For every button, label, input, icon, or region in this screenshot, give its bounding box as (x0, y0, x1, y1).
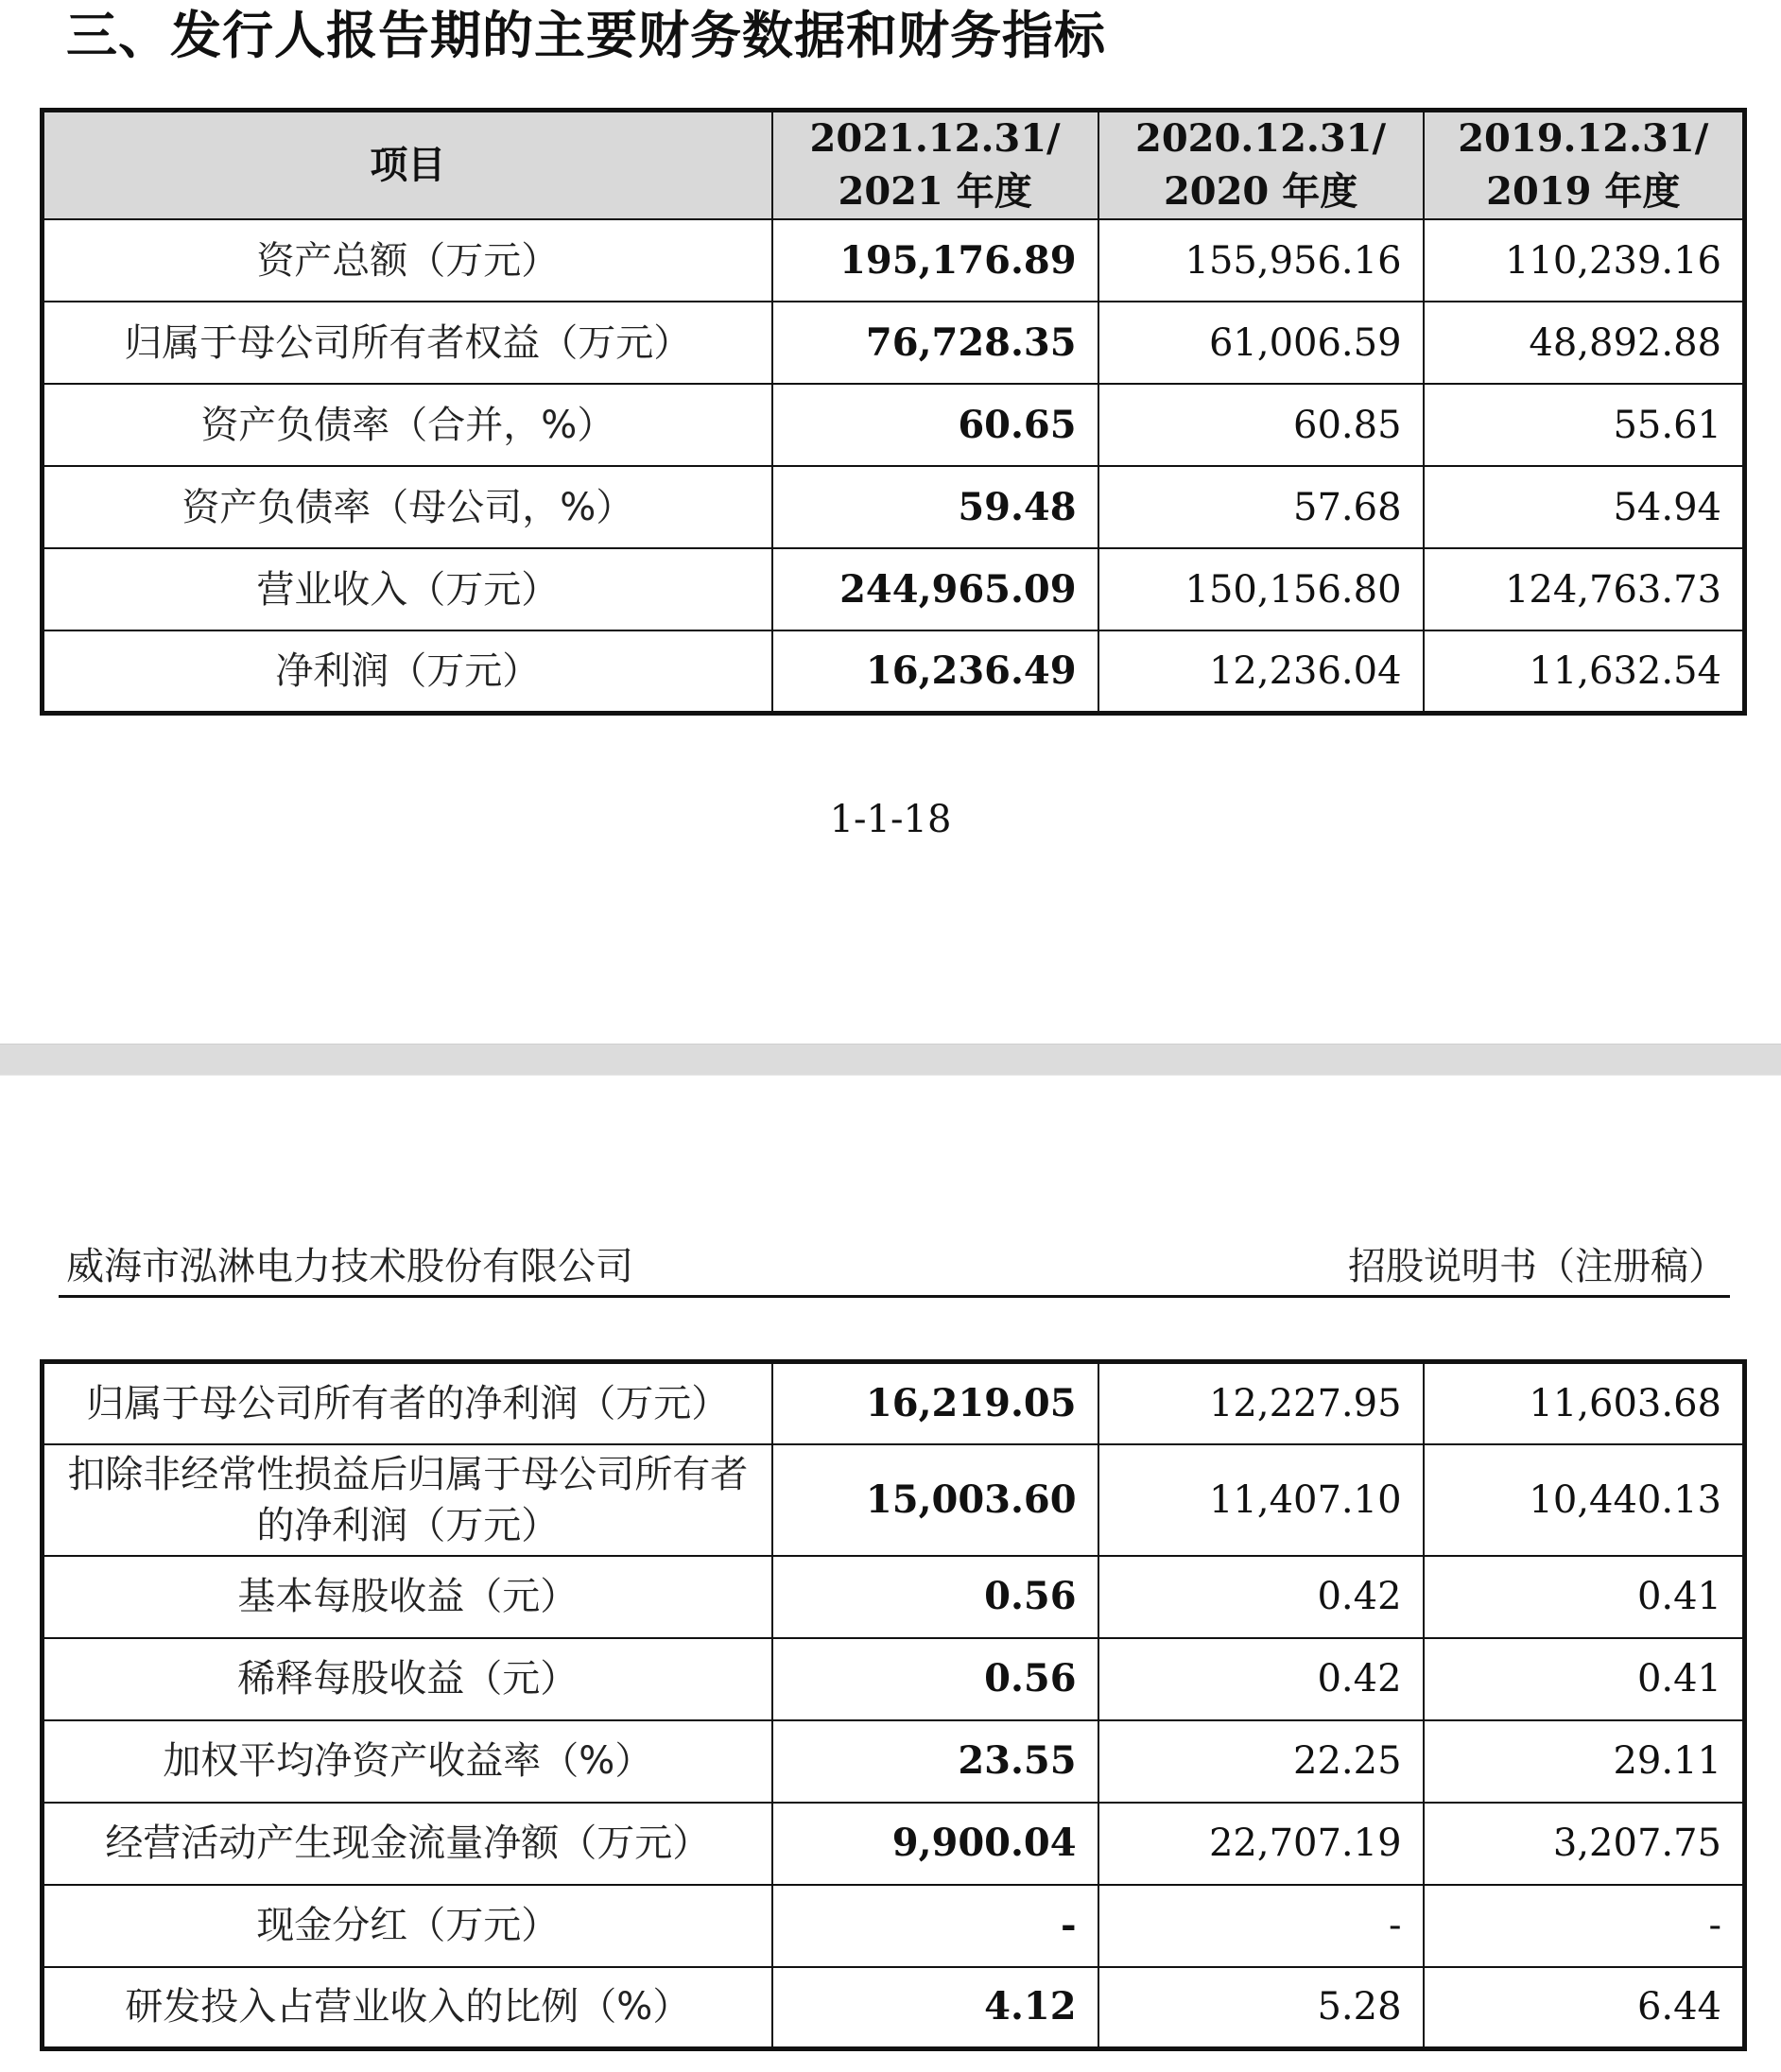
value-2020: 5.28 (1098, 1967, 1424, 2049)
value-2019: 54.94 (1424, 466, 1745, 548)
table-row (43, 548, 1745, 630)
row-label: 现金分红（万元） (43, 1885, 772, 1967)
value-2019: - (1424, 1885, 1745, 1967)
value-2020: 12,236.04 (1098, 630, 1424, 713)
table-header-row (43, 111, 1745, 220)
row-label: 加权平均净资产收益率（%） (43, 1720, 772, 1803)
value-2021: - (772, 1885, 1098, 1967)
column-header-2020 (1098, 111, 1424, 220)
table-row (43, 466, 1745, 548)
value-2019: 10,440.13 (1424, 1444, 1745, 1556)
value-2021: 15,003.60 (772, 1444, 1098, 1556)
row-label: 净利润（万元） (43, 630, 772, 713)
row-label: 归属于母公司所有者的净利润（万元） (43, 1362, 772, 1444)
table-row (43, 1885, 1745, 1967)
column-header-item: 项目 (43, 111, 772, 220)
value-2019: 6.44 (1424, 1967, 1745, 2049)
value-2020: 60.85 (1098, 384, 1424, 466)
table-row (43, 1803, 1745, 1885)
row-label: 稀释每股收益（元） (43, 1638, 772, 1720)
value-2021: 195,176.89 (772, 219, 1098, 302)
value-2019: 0.41 (1424, 1556, 1745, 1638)
row-label: 营业收入（万元） (43, 548, 772, 630)
value-2021: 76,728.35 (772, 302, 1098, 384)
value-2021: 16,219.05 (772, 1362, 1098, 1444)
table-row (43, 384, 1745, 466)
value-2019: 11,632.54 (1424, 630, 1745, 713)
row-label: 研发投入占营业收入的比例（%） (43, 1967, 772, 2049)
column-header-2020-year: 2020 年度 (1163, 169, 1358, 214)
section-title: 三、发行人报告期的主要财务数据和财务指标 (66, 6, 1106, 65)
value-2021: 0.56 (772, 1556, 1098, 1638)
value-2020: 155,956.16 (1098, 219, 1424, 302)
row-label: 资产负债率（合并，%） (43, 384, 772, 466)
value-2019: 11,603.68 (1424, 1362, 1745, 1444)
value-2020: 150,156.80 (1098, 548, 1424, 630)
value-2020: 61,006.59 (1098, 302, 1424, 384)
value-2019: 0.41 (1424, 1638, 1745, 1720)
column-header-2021-date: 2021.12.31/ (809, 116, 1061, 161)
table-row (43, 1967, 1745, 2049)
page-number: 1-1-18 (829, 798, 952, 841)
value-2020: 12,227.95 (1098, 1362, 1424, 1444)
column-header-2021 (772, 111, 1098, 220)
value-2021: 9,900.04 (772, 1803, 1098, 1885)
value-2021: 244,965.09 (772, 548, 1098, 630)
value-2019: 124,763.73 (1424, 548, 1745, 630)
value-2020: 0.42 (1098, 1556, 1424, 1638)
table-row (43, 1362, 1745, 1444)
value-2020: 0.42 (1098, 1638, 1424, 1720)
value-2021: 60.65 (772, 384, 1098, 466)
value-2021: 0.56 (772, 1638, 1098, 1720)
value-2019: 110,239.16 (1424, 219, 1745, 302)
table-row (43, 1444, 1745, 1556)
value-2021: 59.48 (772, 466, 1098, 548)
value-2020: - (1098, 1885, 1424, 1967)
row-label: 扣除非经常性损益后归属于母公司所有者的净利润（万元） (43, 1444, 772, 1556)
row-label: 资产总额（万元） (43, 219, 772, 302)
value-2019: 29.11 (1424, 1720, 1745, 1803)
table-row (43, 1720, 1745, 1803)
table-row (43, 302, 1745, 384)
value-2020: 22,707.19 (1098, 1803, 1424, 1885)
value-2020: 57.68 (1098, 466, 1424, 548)
value-2020: 11,407.10 (1098, 1444, 1424, 1556)
table-row (43, 1638, 1745, 1720)
value-2019: 55.61 (1424, 384, 1745, 466)
document-type: 招股说明书（注册稿） (1348, 1245, 1726, 1288)
value-2021: 4.12 (772, 1967, 1098, 2049)
column-header-2019-date: 2019.12.31/ (1458, 116, 1709, 161)
row-label: 资产负债率（母公司，%） (43, 466, 772, 548)
value-2021: 23.55 (772, 1720, 1098, 1803)
column-header-2019-year: 2019 年度 (1486, 169, 1681, 214)
financial-table-part-2 (40, 1359, 1747, 2051)
row-label: 基本每股收益（元） (43, 1556, 772, 1638)
column-header-2020-date: 2020.12.31/ (1135, 116, 1387, 161)
table-row (43, 1556, 1745, 1638)
row-label: 经营活动产生现金流量净额（万元） (43, 1803, 772, 1885)
value-2021: 16,236.49 (772, 630, 1098, 713)
table-row (43, 630, 1745, 713)
column-header-2019 (1424, 111, 1745, 220)
value-2019: 3,207.75 (1424, 1803, 1745, 1885)
value-2019: 48,892.88 (1424, 302, 1745, 384)
table-row (43, 219, 1745, 302)
row-label: 归属于母公司所有者权益（万元） (43, 302, 772, 384)
financial-table-part-1 (40, 108, 1747, 716)
value-2020: 22.25 (1098, 1720, 1424, 1803)
company-name: 威海市泓淋电力技术股份有限公司 (66, 1245, 633, 1288)
column-header-2021-year: 2021 年度 (838, 169, 1032, 214)
header-rule (59, 1295, 1730, 1298)
page-separator (0, 1044, 1781, 1076)
